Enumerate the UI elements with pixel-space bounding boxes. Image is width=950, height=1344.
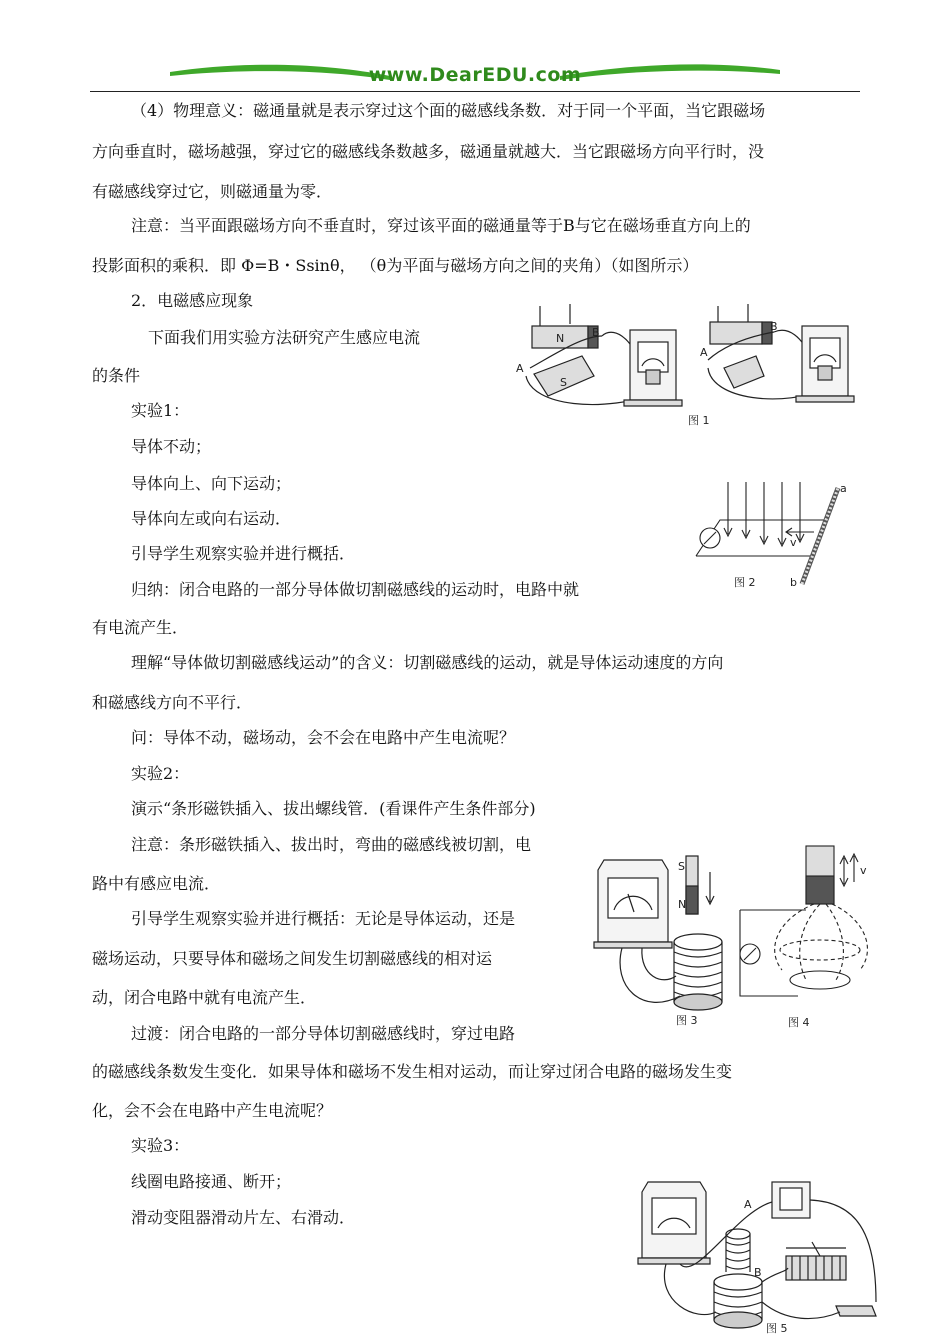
text-line: 归纳：闭合电路的一部分导体做切割磁感线的运动时，电路中就 — [131, 580, 580, 599]
text-line: 过渡：闭合电路的一部分导体切割磁感线时，穿过电路 — [131, 1024, 516, 1043]
fig2-caption: 图 2 — [734, 576, 756, 589]
fig5-label-b: B — [754, 1266, 762, 1279]
figure-4 — [736, 840, 876, 1032]
figure-3 — [592, 846, 732, 1032]
fig1-label-a1: A — [516, 362, 524, 375]
text-line: 下面我们用实验方法研究产生感应电流 — [148, 328, 421, 347]
figure-1 — [512, 296, 864, 432]
fig2-label-v: v — [790, 536, 797, 549]
header-rule — [90, 91, 860, 92]
text-line: 注意：当平面跟磁场方向不垂直时，穿过该平面的磁通量等于B与它在磁场垂直方向上的 — [131, 216, 751, 235]
fig3-caption: 图 3 — [676, 1014, 698, 1027]
text-line: 理解“导体做切割磁感线运动”的含义：切割磁感线的运动，就是导体运动速度的方向 — [131, 653, 724, 672]
text-line: 有磁感线穿过它，则磁通量为零． — [92, 182, 333, 201]
figure-2 — [690, 474, 850, 594]
fig2-label-a: a — [840, 482, 847, 495]
text-line: 导体不动； — [131, 437, 212, 456]
section-heading: 2．电磁感应现象 — [131, 291, 254, 310]
text-line: 方向垂直时，磁场越强，穿过它的磁感线条数越多，磁通量就越大．当它跟磁场方向平行时，没 — [92, 142, 765, 161]
text-line: 问：导体不动，磁场动，会不会在电路中产生电流呢？ — [131, 728, 516, 747]
fig2-label-b: b — [790, 576, 797, 589]
site-url[interactable]: www.DearEDU.com — [368, 64, 582, 86]
text-line: 线圈电路接通、断开； — [131, 1172, 292, 1191]
text-line: 滑动变阻器滑动片左、右滑动． — [131, 1208, 356, 1227]
text-line: 的条件 — [92, 366, 141, 385]
text-line: 有电流产生． — [92, 618, 189, 637]
text-line: 路中有感应电流． — [92, 874, 221, 893]
text-line: 实验3： — [131, 1136, 190, 1155]
fig5-label-a: A — [744, 1198, 752, 1211]
fig1-label-n: N — [556, 332, 565, 345]
fig4-caption: 图 4 — [788, 1016, 810, 1029]
text-line: 化，会不会在电路中产生电流呢？ — [92, 1101, 333, 1120]
text-line: （4）物理意义：磁通量就是表示穿过这个面的磁感线条数．对于同一个平面，当它跟磁场 — [131, 101, 766, 120]
text-line: 动，闭合电路中就有电流产生． — [92, 988, 317, 1007]
text-line: 演示“条形磁铁插入、拔出螺线管．(看课件产生条件部分) — [131, 799, 536, 818]
text-line: 和磁感线方向不平行． — [92, 693, 253, 712]
text-line: 导体向上、向下运动； — [131, 474, 292, 493]
fig4-label-v: v — [860, 864, 867, 877]
text-line: 引导学生观察实验并进行概括． — [131, 544, 356, 563]
text-line: 磁场运动，只要导体和磁场之间发生切割磁感线的相对运 — [92, 949, 493, 968]
text-line: 引导学生观察实验并进行概括：无论是导体运动，还是 — [131, 909, 516, 928]
fig1-label-s: S — [560, 376, 567, 389]
site-header — [90, 58, 860, 92]
fig3-label-n: N — [678, 898, 687, 911]
text-line: 的磁感线条数发生变化．如果导体和磁场不发生相对运动，而让穿过闭合电路的磁场发生变 — [92, 1062, 733, 1081]
text-line: 实验2： — [131, 764, 190, 783]
fig1-label-b2: B — [770, 320, 778, 333]
text-line: 投影面积的乘积．即 Φ=B・Ssinθ， （θ为平面与磁场方向之间的夹角）（如图所示） — [92, 256, 699, 275]
text-line: 实验1： — [131, 401, 190, 420]
text-line: 注意：条形磁铁插入、拔出时，弯曲的磁感线被切割，电 — [131, 835, 532, 854]
fig5-caption: 图 5 — [766, 1322, 788, 1335]
fig1-caption: 图 1 — [688, 414, 710, 427]
fig3-label-s: S — [678, 860, 685, 873]
fig1-label-a2: A — [700, 346, 708, 359]
figure-5 — [636, 1172, 888, 1336]
text-line: 导体向左或向右运动． — [131, 509, 292, 528]
fig1-label-b1: B — [592, 326, 600, 339]
